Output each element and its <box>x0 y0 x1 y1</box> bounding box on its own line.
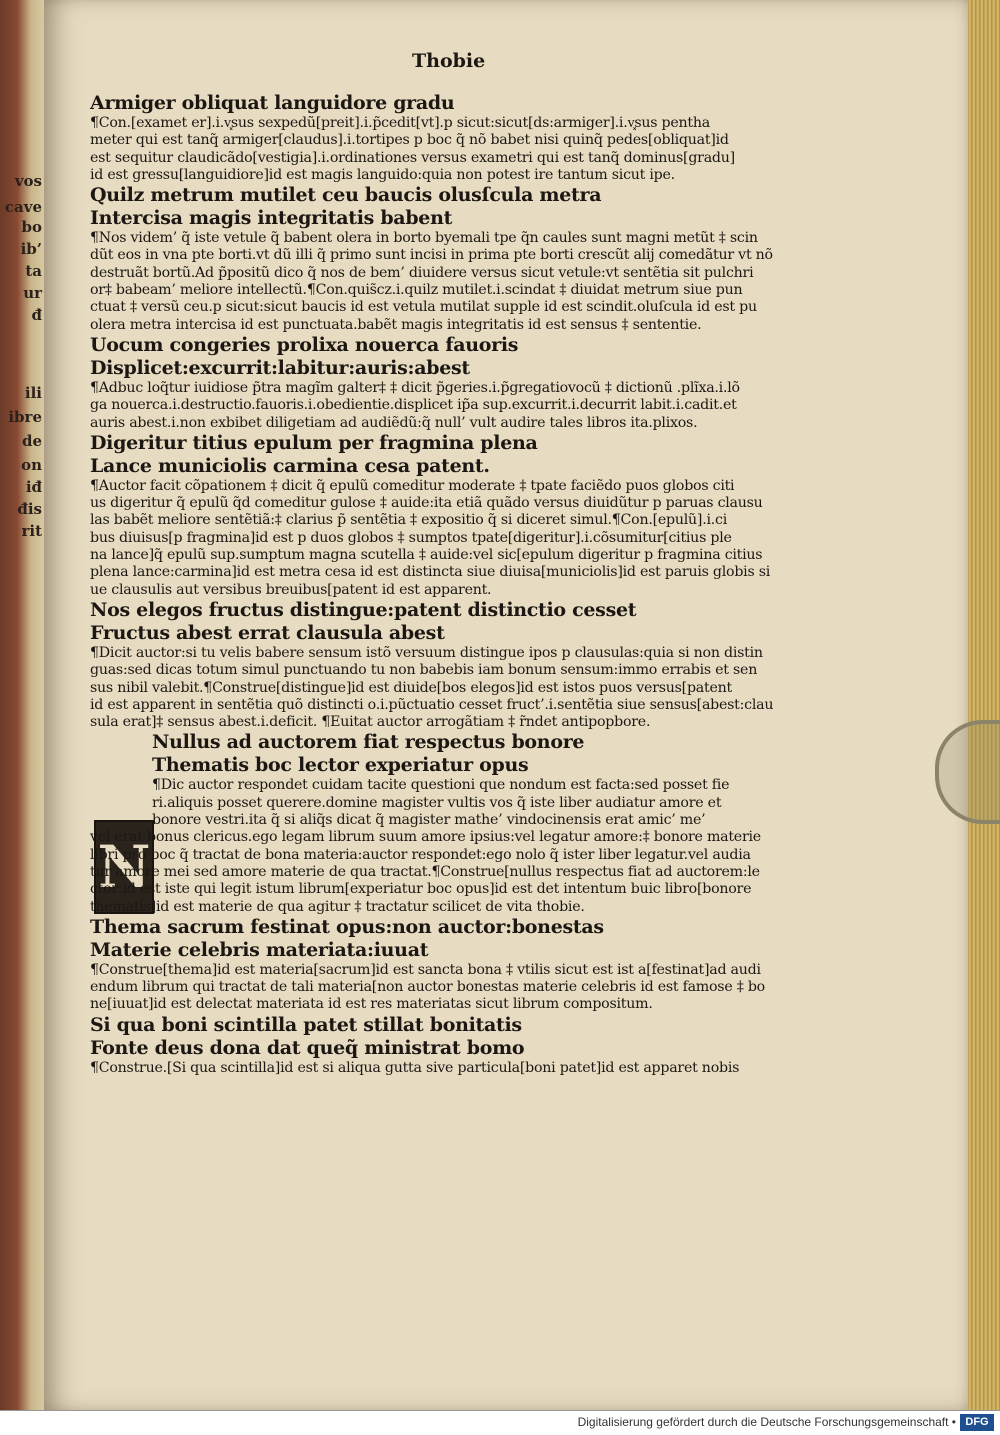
gilt-fore-edge <box>968 0 1000 1410</box>
left-page-edge <box>0 0 44 1410</box>
footer-bar <box>0 1410 1000 1435</box>
gloss-line: ctor:id est iste qui legit istum librum[experiatur boc opus]id est det intentum buic libro[bonore <box>90 881 752 898</box>
gloss-line: destruãt bortũ.Ad p̃positũ dico q̃ nos de bem’ diuidere versus sicut vetule:vt sentẽtia sit pulchri <box>90 264 754 281</box>
verse-line: Si qua boni scintilla patet stillat bonitatis <box>90 1013 522 1036</box>
gloss-line: sula erat]‡ sensus abest.i.deficit. ¶Euitat auctor arrogãtiam ‡ r̃ndet antipopbore. <box>90 714 651 731</box>
gloss-line: ¶Dicit auctor:si tu velis babere sensum istõ versuum distingue ipos p clausulas:quia si non distin <box>90 644 763 661</box>
gloss-line: las babẽt meliore sentẽtiã:‡ clarius p̃ sentẽtia ‡ expositio q̃ si diceret simul.¶Con.[epulũ].i.ci <box>90 512 727 529</box>
gloss-line: vel erat bonus clericus.ego legam librum suum amore ipsius:vel legatur amore:‡ bonore materie <box>90 829 761 846</box>
left-page-fragment: ta <box>25 262 42 280</box>
gloss-line: ¶Con.[examet er].i.v͓sus sexpedũ[preit].i.p̃cedit[vt].p sicut:sicut[d̃s:armiger].i.v͓sus pentha <box>90 115 710 131</box>
left-page-fragment: ur <box>23 284 42 302</box>
left-page-fragment: on <box>21 456 42 474</box>
verse-line: Nullus ad auctorem fiat respectus bonore <box>152 731 585 754</box>
left-page-fragment: ib’ <box>20 240 42 258</box>
gloss-line: guas:sed dicas totum simul punctuando tu non babebis iam bonum sensum:immo errabis et sen <box>90 662 758 679</box>
verse-line: Lance municiolis carmina cesa patent. <box>90 454 490 477</box>
gloss-line: est sequitur claudicãdo[vestigia].i.ordinationes versus exametri qui est tanq̃ dominus[gradu] <box>90 149 735 166</box>
verse-line: Materie celebris materiata:iuuat <box>90 938 429 961</box>
left-page-fragment: iđ <box>25 478 42 496</box>
gloss-line: plena lance:carmina]id est metra cesa id est distincta siue diuisa[municiolis]id est paruis globis si <box>90 564 771 581</box>
gloss-line: id est apparent in sentẽtia quõ distincti o.i.pũctuatio cesset fruct’.i.sentẽtia siue sensus[abest:clau <box>90 696 774 713</box>
left-page-fragment: đis <box>17 500 42 518</box>
verse-line: Nos elegos fructus distingue:patent distinctio cesset <box>90 598 637 621</box>
gloss-line: ri.aliquis posset querere.domine magister vultis vos q̃ iste liber audiatur amore et <box>152 794 722 811</box>
gloss-line: id est gressu[languidiore]id est magis languido:quia non potest ire tantum sicut ipe. <box>90 166 675 183</box>
left-page-fragment: ili <box>24 384 42 402</box>
gloss-line: ue clausulis aut versibus breuibus[patent id est apparent. <box>90 581 492 598</box>
left-page-fragment: de <box>21 432 42 450</box>
verse-line: Armiger obliquat languidore gradu <box>90 92 455 114</box>
dfg-logo: DFG <box>960 1414 994 1431</box>
gloss-line: ¶Auctor facit cõpationem ‡ dicit q̃ epulũ comeditur moderate ‡ tpate faciẽdo puos globos citi <box>90 477 735 494</box>
verse-line: Digeritur titius epulum per fragmina plena <box>90 431 538 454</box>
gloss-line: ga nouerca.i.destructio.fauoris.i.obedientie.displicet ip̃a sup.excurrit.i.decurrit labit.i.cadit.et <box>90 397 737 414</box>
gloss-line: bonore vestri.ita q̃ si aliq̃s dicat q̃ magister mathe’ vindocinensis erat amic’ me’ <box>152 812 706 829</box>
verse-line: Intercisa magis integritatis babent <box>90 207 453 230</box>
gloss-line: dũt eos in vna pte borti.vt dũ illi q̃ primo sunt incisi in prima pte borti crescũt alij comedãtur vt nõ <box>90 247 773 264</box>
gloss-line: thematis]id est materie de qua agitur ‡ tractatur scilicet de vita thobie. <box>90 898 585 915</box>
gloss-line: ¶Dic auctor respondet cuidam tacite questioni que nondum est facta:sed posset fie <box>152 777 730 794</box>
gloss-line: ctuat ‡ versũ ceu.p sicut:sicut baucis id est vetula mutilat supple id est scindit.oluſcula id est pu <box>90 299 757 316</box>
verse-line: Uocum congeries prolixa nouerca fauoris <box>90 333 519 356</box>
verse-line: Fructus abest errat clausula abest <box>90 621 445 644</box>
left-page-fragment: rit <box>21 522 42 540</box>
gloss-line: endum librum qui tractat de tali materia[non auctor bonestas materie celebris id est famose ‡ bo <box>90 979 765 996</box>
left-page-fragment: bo <box>21 218 42 236</box>
page-text <box>90 92 860 1077</box>
verse-line: Thematis boc lector experiatur opus <box>152 754 529 777</box>
gloss-line: libri pro boc q̃ tractat de bona materia:auctor respondet:ego nolo q̃ ister liber legatur.vel audia <box>90 846 751 863</box>
gloss-line: bus diuisus[p fragmina]id est p duos globos ‡ sumptos tpate[digeritur].i.cõsumitur[citius ple <box>90 529 732 546</box>
gloss-line: or‡ babeam’ meliore intellectũ.¶Con.quis̃cz.i.quilz mutilet.i.scindat ‡ diuidat metrum siue pun <box>90 282 743 299</box>
verse-line: Fonte deus dona dat queq̃ ministrat bomo <box>90 1036 525 1059</box>
footer-credit: Digitalisierung gefördert durch die Deutsche Forschungsgemeinschaft • <box>577 1415 956 1429</box>
gloss-line: meter qui est tanq̃ armiger[claudus].i.tortipes p boc q̃ nõ babet nisi quinq̃ pedes[obliquat]id <box>90 132 729 149</box>
left-page-fragment: ibre <box>8 408 42 426</box>
verse-line: Thema sacrum festinat opus:non auctor:bonestas <box>90 915 604 938</box>
left-page-fragment: đ <box>31 306 42 324</box>
gloss-line: us digeritur q̃ epulũ q̃d comeditur gulose ‡ auide:ita etiã quãdo versus diuidũtur p paruas clausu <box>90 495 763 512</box>
gloss-line: tur amore mei sed amore materie de qua tractat.¶Construe[nullus respectus fiat ad auctorem:le <box>90 863 760 880</box>
left-page-fragment: cave <box>4 198 42 216</box>
gloss-line: ¶Construe[thema]id est materia[sacrum]id est sancta bona ‡ vtilis sicut est ist a[festinat]ad audi <box>90 961 761 978</box>
gloss-line: auris abest.i.non exbibet diligetiam ad audiẽdũ:q̃ null’ vult audire tales libros ita.plixos. <box>90 414 698 431</box>
running-title: Thobie <box>412 50 486 72</box>
gloss-line: olera metra intercisa id est punctuata.babẽt magis integritatis id est sensus ‡ sententie. <box>90 316 702 333</box>
verse-line: Displicet:excurrit:labitur:auris:abest <box>90 356 470 379</box>
gloss-line: sus nibil valebit.¶Construe[distingue]id est diuide[bos elegos]id est istos puos versus[patent <box>90 679 732 696</box>
left-page-fragment: vos <box>14 172 42 190</box>
gloss-line: ¶Nos videm’ q̃ iste vetule q̃ babent olera in borto byemali tpe q̃n caules sunt magni metũt ‡ scin <box>90 230 758 247</box>
gloss-line: ¶Adbuc loq̃tur iuidiose p̃tra magĩm galter‡ ‡ dicit p̃geries.i.p̃gregatiovocũ ‡ dictionũ .plĩxa.i.lõ <box>90 379 740 396</box>
verse-line: Quilz metrum mutilet ceu baucis olusſcula metra <box>90 184 602 207</box>
gloss-line: na lance]q̃ epulũ sup.sumptum magna scutella ‡ auide:vel sic[epulum digeritur p fragmina citius <box>90 547 763 564</box>
gloss-line: ne[iuuat]id est delectat materiata id est res materiatas sicut librum compositum. <box>90 996 653 1013</box>
initial-letter: N <box>97 833 151 901</box>
gloss-line: ¶Construe.[Si qua scintilla]id est si aliqua gutta sive particula[boni patet]id est apparet nobis <box>90 1059 740 1076</box>
